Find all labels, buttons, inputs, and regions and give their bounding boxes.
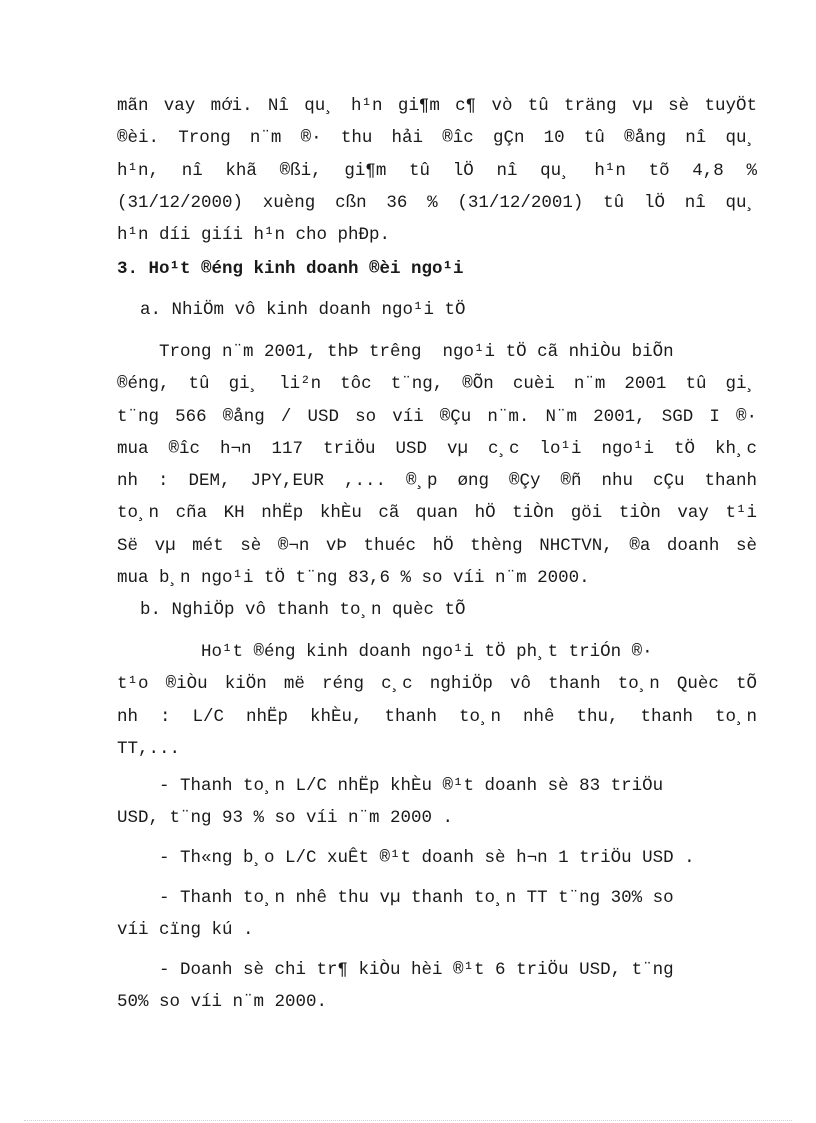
text-line: USD, t¨ng 93 % so víi n¨m 2000 . — [117, 808, 454, 829]
section-heading-3: 3. Ho¹t ®éng kinh doanh ®èi ngo¹i — [117, 259, 464, 279]
bullet-lc-export — [117, 842, 757, 874]
text-line: to¸n cña KH nhËp khÈu cã quan hÖ tiÒn göi tiÒn vay t¹i — [117, 503, 757, 524]
text-line: ®éng, tû gi¸ li²n tôc t¨ng, ®Õn cuèi n¨m 2001 tû gi¸ — [117, 374, 757, 395]
text-line: mãn vay mới. Nî qu¸ h¹n gi¶m c¶ vò tû träng vµ sè tuyÖt — [117, 96, 757, 116]
paragraph-foreign-currency — [117, 336, 757, 594]
text-line: Së vµ mét sè ®¬n vÞ thuéc hÖ thèng NHCTVN, ®a doanh sè — [117, 535, 757, 556]
subheading-a: a. NhiÖm vô kinh doanh ngo¹i tÖ — [140, 300, 466, 320]
text-line: nh : DEM, JPY,EUR ,... ®¸p øng ®Çy ®ñ nhu cÇu thanh — [117, 471, 757, 492]
bullet-remittance — [117, 954, 757, 1019]
text-line: - Thanh to¸n L/C nhËp khÈu ®¹t doanh sè 83 triÖu — [117, 776, 664, 796]
text-line: Trong n¨m 2001, thÞ trêng ngo¹i tÖ cã nhiÒu biÕn — [117, 342, 674, 362]
text-line: t¨ng 566 ®ång / USD so víi ®Çu n¨m. N¨m 2001, SGD I ®· — [117, 406, 757, 427]
paragraph-bad-debt — [117, 90, 757, 251]
bullet-lc-import — [117, 770, 757, 835]
text-line: h¹n díi giíi h¹n cho phÐp. — [117, 225, 391, 246]
text-line: - Thanh to¸n nhê thu vµ thanh to¸n TT t¨ng 30% so — [117, 888, 674, 908]
text-line: - Doanh sè chi tr¶ kiÒu hèi ®¹t 6 triÖu USD, t¨ng — [117, 960, 674, 980]
text-line: ®èi. Trong n¨m ®· thu hải ®îc gÇn 10 tû ®ång nî qu¸ — [117, 128, 757, 149]
text-line: mua b¸n ngo¹i tÖ t¨ng 83,6 % so víi n¨m 2000. — [117, 568, 590, 589]
text-line: TT,... — [117, 738, 181, 759]
text-line: Ho¹t ®éng kinh doanh ngo¹i tÖ ph¸t triÓn ®· — [117, 642, 653, 662]
text-line: 50% so víi n¨m 2000. — [117, 992, 328, 1013]
text-line: h¹n, nî khã ®ßi, gi¶m tû lÖ nî qu¸ h¹n tõ 4,8 % — [117, 160, 757, 181]
paragraph-international-payment — [117, 636, 757, 765]
bullet-collection-tt — [117, 882, 757, 947]
text-line: (31/12/2000) xuèng cßn 36 % (31/12/2001) tû lÖ nî qu¸ — [117, 192, 757, 213]
text-line: - Th«ng b¸o L/C xuÊt ®¹t doanh sè h¬n 1 triÖu USD . — [117, 848, 695, 868]
text-line: nh : L/C nhËp khÈu, thanh to¸n nhê thu, thanh to¸n — [117, 706, 757, 727]
page-bottom-divider — [24, 1120, 792, 1121]
text-line: mua ®îc h¬n 117 triÖu USD vµ c¸c lo¹i ngo¹i tÖ kh¸c — [117, 438, 757, 459]
text-line: t¹o ®iÒu kiÖn më réng c¸c nghiÖp vô thanh to¸n Quèc tÕ — [117, 674, 757, 695]
subheading-b: b. NghiÖp vô thanh to¸n quèc tÕ — [140, 600, 466, 620]
text-line: víi cïng kú . — [117, 920, 254, 941]
